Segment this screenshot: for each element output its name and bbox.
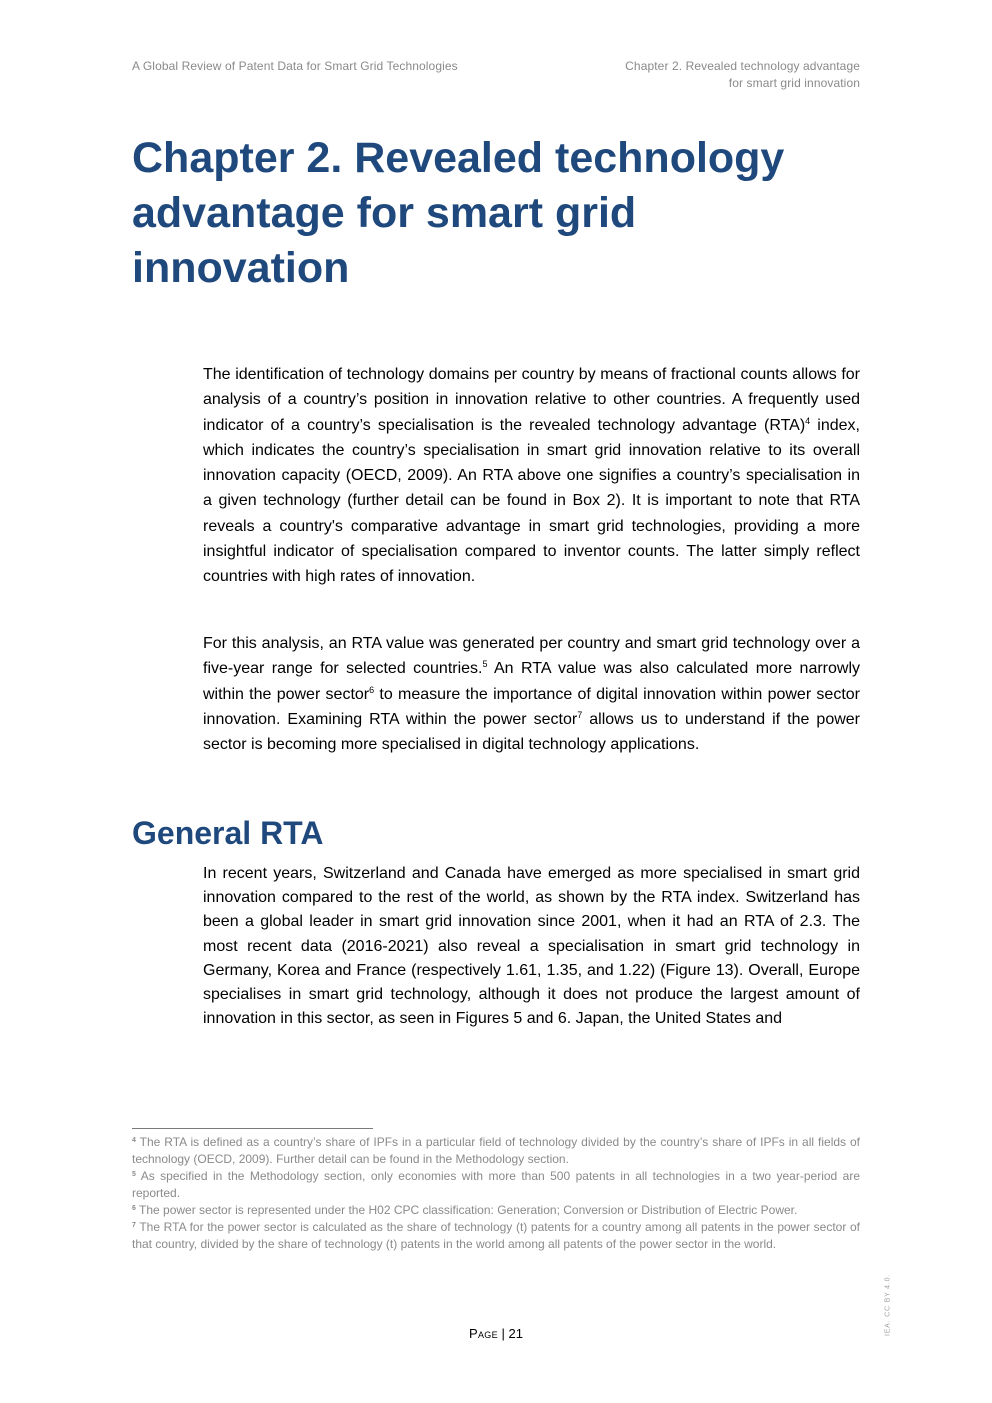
running-header-right-line1: Chapter 2. Revealed technology advantage <box>625 59 860 73</box>
footnote-7 <box>132 1219 860 1253</box>
page-number-value: 21 <box>508 1326 523 1341</box>
footnote-6 <box>132 1202 860 1219</box>
footnote-text: As specified in the Methodology section, only economies with more than 500 patents in all technologies in a two year-period are reported. <box>132 1169 860 1200</box>
running-header-right-line2: for smart grid innovation <box>728 76 860 90</box>
page-number <box>0 1326 992 1341</box>
chapter-title: Chapter 2. Revealed technology advantage for smart grid innovation <box>132 134 785 292</box>
footnote-ref-6[interactable]: 6 <box>369 684 375 695</box>
section-title-general-rta: General RTA <box>132 815 324 851</box>
footnote-ref-5[interactable]: 5 <box>482 659 488 670</box>
body-paragraph-1 <box>203 362 860 590</box>
paragraph-2-text-a: For this analysis, an RTA value was generated per country and smart grid technology over a five-year range for selected countries. <box>203 635 860 678</box>
footnote-text: The RTA is defined as a country’s share of IPFs in a particular field of technology divided by the country’s share of IPFs in all fields of technology (OECD, 2009). Further detail can be found in the Methodology section. <box>132 1135 860 1166</box>
page-label: Page <box>469 1326 498 1341</box>
paragraph-1-text-a: The identification of technology domains per country by means of fractional counts allows for analysis of a country’s position in innovation relative to other countries. A frequently used indicator of a country’s specialisation is the revealed technology advantage (RTA) <box>203 366 860 434</box>
footnote-separator <box>132 1128 373 1129</box>
paragraph-2-text-b: An RTA value was also calculated more narrowly within the power sector <box>203 660 860 703</box>
running-header-left: A Global Review of Patent Data for Smart Grid Technologies <box>132 59 458 73</box>
footnote-number: 4 <box>132 1137 136 1144</box>
footnote-ref-7[interactable]: 7 <box>577 709 583 720</box>
paragraph-2-text-c: to measure the importance of digital innovation within power sector innovation. Examining RTA within the power sector <box>203 685 860 728</box>
running-header-right <box>560 58 860 92</box>
footnote-number: 7 <box>132 1222 136 1229</box>
footnote-ref-4[interactable]: 4 <box>805 415 811 426</box>
paragraph-1-text-b: index, which indicates the country’s specialisation in smart grid innovation relative to its overall innovation capacity (OECD, 2009). An RTA above one signifies a country’s specialisation in a given technology (further detail can be found in Box 2). It is important to note that RTA reveals a country's comparative advantage in smart grid technologies, providing a more insightful indicator of specialisation compared to inventor counts. The latter simply reflect countries with high rates of innovation. <box>203 416 861 586</box>
page-separator: | <box>497 1326 509 1341</box>
footnote-text: The RTA for the power sector is calculated as the share of technology (t) patents for a country among all patents in the power sector of that country, divided by the share of technology (t) patents in the world among all patents of the power sector in the world. <box>132 1220 860 1251</box>
footnote-5 <box>132 1168 860 1202</box>
footnote-number: 6 <box>132 1205 136 1212</box>
license-notice <box>878 1272 898 1338</box>
paragraph-2-text-d: allows us to understand if the power sector is becoming more specialised in digital technology applications. <box>203 710 861 754</box>
footnote-4 <box>132 1134 860 1168</box>
footnote-number: 5 <box>132 1171 136 1178</box>
body-paragraph-2 <box>203 631 860 757</box>
footnotes <box>132 1134 860 1253</box>
body-paragraph-3: In recent years, Switzerland and Canada have emerged as more specialised in smart grid innovation compared to the rest of the world, as shown by the RTA index. Switzerland has been a global leader in smart grid innovation since 2001, when it had an RTA of 2.3. The most recent data (2016-2021) also reveal a specialisation in smart grid technology in Germany, Korea and France (respectively 1.61, 1.35, and 1.22) (Figure 13). Overall, Europe specialises in smart grid technology, although it does not produce the largest amount of innovation in this sector, as seen in Figures 5 and 6. Japan, the United States and <box>203 865 860 1028</box>
license-text: IEA. CC BY 4.0. <box>884 1273 892 1337</box>
footnote-text: The power sector is represented under the H02 CPC classification: Generation; Conversion or Distribution of Electric Power. <box>135 1203 798 1217</box>
